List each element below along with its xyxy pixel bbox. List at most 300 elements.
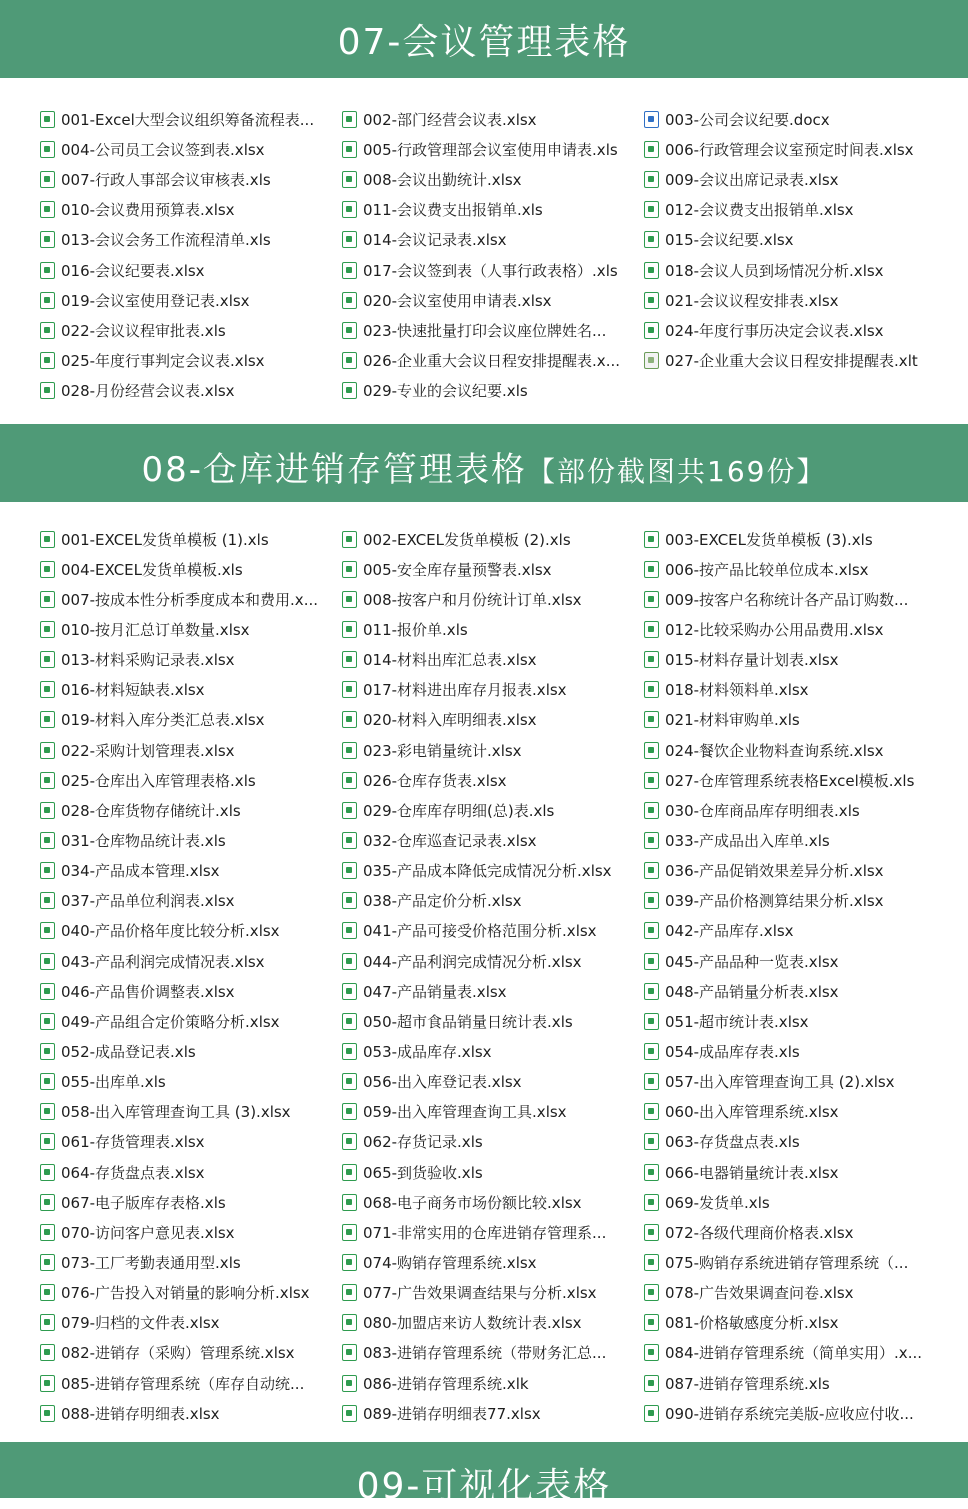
- file-item[interactable]: [40, 1222, 342, 1243]
- file-item[interactable]: [342, 1041, 644, 1062]
- file-item[interactable]: [40, 1282, 342, 1303]
- file-name: 072-各级代理商价格表.xlsx: [665, 1223, 854, 1242]
- file-name: 049-产品组合定价策略分析.xlsx: [61, 1012, 280, 1031]
- file-name: 027-企业重大会议日程安排提醒表.xlt: [665, 352, 918, 371]
- excel-file-icon: [644, 531, 659, 548]
- excel-file-icon: [40, 621, 55, 638]
- file-item[interactable]: [644, 951, 946, 972]
- file-name: 020-材料入库明细表.xlsx: [363, 711, 537, 730]
- file-name: 025-年度行事判定会议表.xlsx: [61, 352, 265, 371]
- file-name: 019-材料入库分类汇总表.xlsx: [61, 711, 265, 730]
- file-name: 022-采购计划管理表.xlsx: [61, 741, 235, 760]
- file-item[interactable]: [644, 199, 946, 220]
- excel-file-icon: [644, 1375, 659, 1392]
- excel-file-icon: [40, 802, 55, 819]
- file-item[interactable]: [644, 1222, 946, 1243]
- file-item[interactable]: [644, 1252, 946, 1273]
- file-item[interactable]: [342, 709, 644, 730]
- file-name: 028-月份经营会议表.xlsx: [61, 382, 235, 401]
- file-row: [0, 1368, 968, 1398]
- file-item[interactable]: [342, 1282, 644, 1303]
- file-item[interactable]: [644, 890, 946, 911]
- file-item[interactable]: [40, 320, 342, 341]
- file-item[interactable]: [342, 1131, 644, 1152]
- excel-file-icon: [644, 1194, 659, 1211]
- file-name: 050-超市食品销量日统计表.xls: [363, 1012, 573, 1031]
- excel-file-icon: [40, 1314, 55, 1331]
- file-name: 056-出入库登记表.xlsx: [363, 1073, 522, 1092]
- file-name: 039-产品价格测算结果分析.xlsx: [665, 892, 884, 911]
- file-name: 017-会议签到表（人事行政表格）.xls: [363, 261, 618, 280]
- file-item[interactable]: [644, 229, 946, 250]
- file-item[interactable]: [644, 619, 946, 640]
- excel-file-icon: [644, 651, 659, 668]
- excel-file-icon: [40, 681, 55, 698]
- excel-file-icon: [40, 1073, 55, 1090]
- file-item[interactable]: [40, 260, 342, 281]
- file-item[interactable]: [644, 350, 946, 371]
- file-item[interactable]: [40, 1041, 342, 1062]
- excel-file-icon: [40, 1133, 55, 1150]
- word-file-icon: [644, 111, 659, 128]
- file-name: 041-产品可接受价格范围分析.xlsx: [363, 922, 597, 941]
- file-name: 051-超市统计表.xlsx: [665, 1012, 809, 1031]
- excel-file-icon: [342, 953, 357, 970]
- file-name: 071-非常实用的仓库进销存管理系...: [363, 1223, 607, 1242]
- file-item[interactable]: [342, 1312, 644, 1333]
- file-item[interactable]: [40, 619, 342, 640]
- file-item[interactable]: [342, 290, 644, 311]
- file-item[interactable]: [342, 1403, 644, 1424]
- file-item[interactable]: [40, 1071, 342, 1092]
- file-name: 006-按产品比较单位成本.xlsx: [665, 560, 869, 579]
- file-name: 003-EXCEL发货单模板 (3).xls: [665, 530, 873, 549]
- file-item[interactable]: [644, 1342, 946, 1363]
- excel-file-icon: [644, 231, 659, 248]
- file-name: 023-彩电销量统计.xlsx: [363, 741, 522, 760]
- file-item[interactable]: [40, 169, 342, 190]
- file-name: 068-电子商务市场份额比较.xlsx: [363, 1193, 582, 1212]
- excel-file-icon: [342, 1164, 357, 1181]
- excel-file-icon: [342, 862, 357, 879]
- file-row: [0, 315, 968, 345]
- file-item[interactable]: [40, 589, 342, 610]
- file-item[interactable]: [644, 1312, 946, 1333]
- file-name: 060-出入库管理系统.xlsx: [665, 1103, 839, 1122]
- excel-file-icon: [40, 262, 55, 279]
- excel-file-icon: [40, 292, 55, 309]
- file-row: [0, 164, 968, 194]
- file-item[interactable]: [342, 139, 644, 160]
- file-name: 070-访问客户意见表.xlsx: [61, 1223, 235, 1242]
- excel-file-icon: [40, 352, 55, 369]
- file-item[interactable]: [40, 229, 342, 250]
- file-name: 029-仓库库存明细(总)表.xls: [363, 801, 555, 820]
- file-item[interactable]: [40, 559, 342, 580]
- file-name: 001-Excel大型会议组织筹备流程表...: [61, 110, 315, 129]
- file-item[interactable]: [342, 229, 644, 250]
- file-item[interactable]: [644, 1101, 946, 1122]
- file-row: [0, 1217, 968, 1247]
- file-name: 079-归档的文件表.xlsx: [61, 1314, 220, 1333]
- file-item[interactable]: [644, 290, 946, 311]
- file-item[interactable]: [40, 350, 342, 371]
- excel-file-icon: [644, 561, 659, 578]
- file-item[interactable]: [644, 1373, 946, 1394]
- file-row: [0, 225, 968, 255]
- file-item[interactable]: [644, 709, 946, 730]
- file-name: 007-行政人事部会议审核表.xls: [61, 170, 271, 189]
- excel-file-icon: [342, 231, 357, 248]
- file-name: 015-会议纪要.xlsx: [665, 231, 794, 250]
- file-item[interactable]: [40, 290, 342, 311]
- excel-file-icon: [644, 1133, 659, 1150]
- file-name: 089-进销存明细表77.xlsx: [363, 1404, 541, 1423]
- excel-file-icon: [40, 141, 55, 158]
- file-item[interactable]: [342, 800, 644, 821]
- excel-file-icon: [644, 832, 659, 849]
- file-item[interactable]: [342, 679, 644, 700]
- excel-file-icon: [644, 922, 659, 939]
- file-item[interactable]: [644, 1162, 946, 1183]
- file-row: [0, 584, 968, 614]
- file-item[interactable]: [40, 1192, 342, 1213]
- file-item[interactable]: [342, 649, 644, 670]
- file-item[interactable]: [342, 380, 644, 401]
- file-row: [0, 856, 968, 886]
- excel-file-icon: [342, 1314, 357, 1331]
- file-item[interactable]: [342, 860, 644, 881]
- file-name: 048-产品销量分析表.xlsx: [665, 982, 839, 1001]
- file-row: [0, 1006, 968, 1036]
- file-row: [0, 765, 968, 795]
- file-name: 001-EXCEL发货单模板 (1).xls: [61, 530, 269, 549]
- file-name: 024-年度行事历决定会议表.xlsx: [665, 321, 884, 340]
- excel-file-icon: [40, 591, 55, 608]
- file-item[interactable]: [40, 800, 342, 821]
- file-name: 029-专业的会议纪要.xls: [363, 382, 528, 401]
- file-item[interactable]: [40, 529, 342, 550]
- file-item[interactable]: [342, 981, 644, 1002]
- file-item[interactable]: [40, 830, 342, 851]
- file-name: 081-价格敏感度分析.xlsx: [665, 1314, 839, 1333]
- file-item[interactable]: [40, 109, 342, 130]
- file-item[interactable]: [40, 951, 342, 972]
- file-name: 026-企业重大会议日程安排提醒表.x...: [363, 352, 620, 371]
- file-name: 023-快速批量打印会议座位牌姓名...: [363, 321, 607, 340]
- file-name: 057-出入库管理查询工具 (2).xlsx: [665, 1073, 895, 1092]
- file-name: 012-比较采购办公用品费用.xlsx: [665, 620, 884, 639]
- excel-file-icon: [644, 1314, 659, 1331]
- excel-file-icon: [342, 1254, 357, 1271]
- file-name: 004-EXCEL发货单模板.xls: [61, 560, 243, 579]
- excel-file-icon: [644, 171, 659, 188]
- file-name: 065-到货验收.xls: [363, 1163, 483, 1182]
- file-name: 031-仓库物品统计表.xls: [61, 831, 226, 850]
- file-item[interactable]: [40, 1342, 342, 1363]
- file-name: 010-按月汇总订单数量.xlsx: [61, 620, 250, 639]
- file-name: 066-电器销量统计表.xlsx: [665, 1163, 839, 1182]
- excel-file-icon: [644, 1013, 659, 1030]
- file-item[interactable]: [342, 199, 644, 220]
- file-name: 040-产品价格年度比较分析.xlsx: [61, 922, 280, 941]
- file-item[interactable]: [342, 320, 644, 341]
- excel-file-icon: [644, 711, 659, 728]
- excel-file-icon: [342, 352, 357, 369]
- file-item[interactable]: [644, 920, 946, 941]
- file-item[interactable]: [644, 1131, 946, 1152]
- file-item[interactable]: [342, 830, 644, 851]
- file-item[interactable]: [342, 169, 644, 190]
- excel-file-icon: [342, 621, 357, 638]
- file-item[interactable]: [342, 350, 644, 371]
- file-item[interactable]: [644, 1403, 946, 1424]
- file-name: 084-进销存管理系统（简单实用）.x...: [665, 1344, 922, 1363]
- file-name: 064-存货盘点表.xlsx: [61, 1163, 205, 1182]
- file-item[interactable]: [644, 800, 946, 821]
- file-item[interactable]: [644, 830, 946, 851]
- file-name: 012-会议费支出报销单.xlsx: [665, 201, 854, 220]
- file-item[interactable]: [644, 320, 946, 341]
- file-name: 058-出入库管理查询工具 (3).xlsx: [61, 1103, 291, 1122]
- file-name: 008-会议出勤统计.xlsx: [363, 170, 522, 189]
- file-name: 019-会议室使用登记表.xlsx: [61, 291, 250, 310]
- section-title: [0, 442, 968, 491]
- excel-file-icon: [40, 111, 55, 128]
- file-name: 061-存货管理表.xlsx: [61, 1133, 205, 1152]
- excel-file-icon: [40, 531, 55, 548]
- file-item[interactable]: [40, 709, 342, 730]
- file-item[interactable]: [40, 1403, 342, 1424]
- file-item[interactable]: [644, 1011, 946, 1032]
- file-name: 016-会议纪要表.xlsx: [61, 261, 205, 280]
- file-item[interactable]: [644, 260, 946, 281]
- file-row: [0, 1247, 968, 1277]
- section-title: 07-会议管理表格: [337, 22, 631, 63]
- file-name: 067-电子版库存表格.xls: [61, 1193, 226, 1212]
- file-item[interactable]: [644, 740, 946, 761]
- file-item[interactable]: [644, 559, 946, 580]
- file-item[interactable]: [342, 260, 644, 281]
- file-name: 036-产品促销效果差异分析.xlsx: [665, 862, 884, 881]
- file-item[interactable]: [40, 890, 342, 911]
- excel-file-icon: [644, 1405, 659, 1422]
- file-name: 014-材料出库汇总表.xlsx: [363, 651, 537, 670]
- excel-file-icon: [342, 531, 357, 548]
- excel-file-icon: [644, 141, 659, 158]
- excel-file-icon: [342, 711, 357, 728]
- file-name: 034-产品成本管理.xlsx: [61, 862, 220, 881]
- file-item[interactable]: [40, 139, 342, 160]
- excel-file-icon: [40, 1405, 55, 1422]
- excel-file-icon: [342, 1194, 357, 1211]
- file-name: 037-产品单位利润表.xlsx: [61, 892, 235, 911]
- file-item[interactable]: [644, 860, 946, 881]
- excel-file-icon: [342, 201, 357, 218]
- file-item[interactable]: [644, 1041, 946, 1062]
- excel-file-icon: [342, 292, 357, 309]
- file-name: 077-广告效果调查结果与分析.xlsx: [363, 1284, 597, 1303]
- file-item[interactable]: [40, 1011, 342, 1032]
- file-item[interactable]: [644, 679, 946, 700]
- file-row: [0, 195, 968, 225]
- excel-file-icon: [644, 1284, 659, 1301]
- file-item[interactable]: [342, 529, 644, 550]
- file-name: 021-会议议程安排表.xlsx: [665, 291, 839, 310]
- excel-file-icon: [40, 231, 55, 248]
- file-name: 083-进销存管理系统（带财务汇总...: [363, 1344, 607, 1363]
- file-name: 021-材料审购单.xls: [665, 711, 800, 730]
- excel-file-icon: [40, 1375, 55, 1392]
- file-row: [0, 645, 968, 675]
- excel-file-icon: [342, 892, 357, 909]
- excel-file-icon: [342, 1344, 357, 1361]
- file-name: 015-材料存量计划表.xlsx: [665, 651, 839, 670]
- file-item[interactable]: [342, 1011, 644, 1032]
- file-item[interactable]: [342, 1192, 644, 1213]
- excel-file-icon: [40, 171, 55, 188]
- file-name: 087-进销存管理系统.xls: [665, 1374, 830, 1393]
- file-item[interactable]: [342, 920, 644, 941]
- file-item[interactable]: [342, 589, 644, 610]
- file-item[interactable]: [644, 981, 946, 1002]
- section-title-main: 08-仓库进销存管理表格: [141, 450, 528, 490]
- file-name: 009-按客户名称统计各产品订购数...: [665, 590, 909, 609]
- excel-file-icon: [40, 1344, 55, 1361]
- file-item[interactable]: [342, 1071, 644, 1092]
- file-item[interactable]: [342, 890, 644, 911]
- excel-file-icon: [644, 1164, 659, 1181]
- file-name: 086-进销存管理系统.xlk: [363, 1374, 529, 1393]
- file-name: 002-EXCEL发货单模板 (2).xls: [363, 530, 571, 549]
- file-item[interactable]: [342, 1373, 644, 1394]
- excel-file-icon: [644, 201, 659, 218]
- file-item[interactable]: [342, 951, 644, 972]
- excel-file-icon: [342, 983, 357, 1000]
- excel-file-icon: [644, 1254, 659, 1271]
- file-item[interactable]: [40, 1131, 342, 1152]
- file-name: 017-材料进出库存月报表.xlsx: [363, 681, 567, 700]
- file-item[interactable]: [644, 770, 946, 791]
- excel-file-icon: [342, 141, 357, 158]
- file-name: 038-产品定价分析.xlsx: [363, 892, 522, 911]
- excel-file-icon: [342, 1073, 357, 1090]
- file-item[interactable]: [644, 1282, 946, 1303]
- file-row: [0, 1157, 968, 1187]
- section-banner-meetings: [0, 0, 968, 78]
- section-title-suffix: 【部份截图共169份】: [527, 455, 827, 488]
- file-item[interactable]: [40, 1373, 342, 1394]
- file-item[interactable]: [40, 740, 342, 761]
- file-item[interactable]: [644, 1071, 946, 1092]
- file-item[interactable]: [342, 559, 644, 580]
- file-name: 063-存货盘点表.xls: [665, 1133, 800, 1152]
- file-row: [0, 1338, 968, 1368]
- excel-file-icon: [342, 802, 357, 819]
- excel-file-icon: [40, 892, 55, 909]
- file-item[interactable]: [40, 770, 342, 791]
- excel-file-icon: [342, 1133, 357, 1150]
- excel-file-icon: [644, 1043, 659, 1060]
- file-row: [0, 104, 968, 134]
- file-item[interactable]: [40, 860, 342, 881]
- file-item[interactable]: [644, 529, 946, 550]
- file-name: 047-产品销量表.xlsx: [363, 982, 507, 1001]
- file-name: 011-会议费支出报销单.xls: [363, 201, 543, 220]
- file-row: [0, 795, 968, 825]
- file-item[interactable]: [342, 109, 644, 130]
- file-item[interactable]: [342, 1162, 644, 1183]
- excel-file-icon: [342, 1013, 357, 1030]
- file-item[interactable]: [40, 1312, 342, 1333]
- file-item[interactable]: [644, 169, 946, 190]
- excel-file-icon: [342, 111, 357, 128]
- file-item[interactable]: [40, 1101, 342, 1122]
- file-item[interactable]: [40, 380, 342, 401]
- file-item[interactable]: [342, 619, 644, 640]
- file-name: 014-会议记录表.xlsx: [363, 231, 507, 250]
- excel-file-icon: [644, 1103, 659, 1120]
- file-name: 030-仓库商品库存明细表.xls: [665, 801, 860, 820]
- file-item[interactable]: [342, 1222, 644, 1243]
- file-item[interactable]: [644, 1192, 946, 1213]
- file-name: 004-公司员工会议签到表.xlsx: [61, 140, 265, 159]
- file-item[interactable]: [644, 109, 946, 130]
- excel-file-icon: [342, 561, 357, 578]
- file-item[interactable]: [40, 1252, 342, 1273]
- file-item[interactable]: [342, 740, 644, 761]
- excel-file-icon: [40, 1254, 55, 1271]
- file-list-meetings: [0, 104, 968, 406]
- file-name: 009-会议出席记录表.xlsx: [665, 170, 839, 189]
- file-name: 007-按成本性分析季度成本和费用.x...: [61, 590, 318, 609]
- file-name: 005-行政管理部会议室使用申请表.xls: [363, 140, 618, 159]
- excel-file-icon: [644, 983, 659, 1000]
- file-item[interactable]: [342, 1101, 644, 1122]
- file-row: [0, 134, 968, 164]
- file-name: 020-会议室使用申请表.xlsx: [363, 291, 552, 310]
- file-row: [0, 976, 968, 1006]
- excel-file-icon: [342, 171, 357, 188]
- excel-file-icon: [40, 772, 55, 789]
- file-name: 016-材料短缺表.xlsx: [61, 681, 205, 700]
- file-item[interactable]: [40, 1162, 342, 1183]
- file-item[interactable]: [342, 770, 644, 791]
- file-item[interactable]: [644, 649, 946, 670]
- file-list-warehouse: [0, 524, 968, 1428]
- excel-file-icon: [342, 1103, 357, 1120]
- file-item[interactable]: [40, 679, 342, 700]
- excel-file-icon: [644, 742, 659, 759]
- file-item[interactable]: [40, 981, 342, 1002]
- excel-file-icon: [40, 922, 55, 939]
- file-name: 073-工厂考勤表通用型.xls: [61, 1253, 241, 1272]
- section-title: 09-可视化表格: [356, 1466, 612, 1507]
- file-name: 043-产品利润完成情况表.xlsx: [61, 952, 265, 971]
- excel-file-icon: [40, 711, 55, 728]
- section-banner-visualization: [0, 1442, 968, 1507]
- file-item[interactable]: [40, 199, 342, 220]
- file-item[interactable]: [40, 649, 342, 670]
- file-item[interactable]: [342, 1252, 644, 1273]
- file-item[interactable]: [40, 920, 342, 941]
- file-item[interactable]: [644, 589, 946, 610]
- file-item[interactable]: [342, 1342, 644, 1363]
- file-name: 042-产品库存.xlsx: [665, 922, 794, 941]
- file-item[interactable]: [644, 139, 946, 160]
- section-banner-warehouse: [0, 424, 968, 502]
- file-name: 090-进销存系统完美版-应收应付收...: [665, 1404, 914, 1423]
